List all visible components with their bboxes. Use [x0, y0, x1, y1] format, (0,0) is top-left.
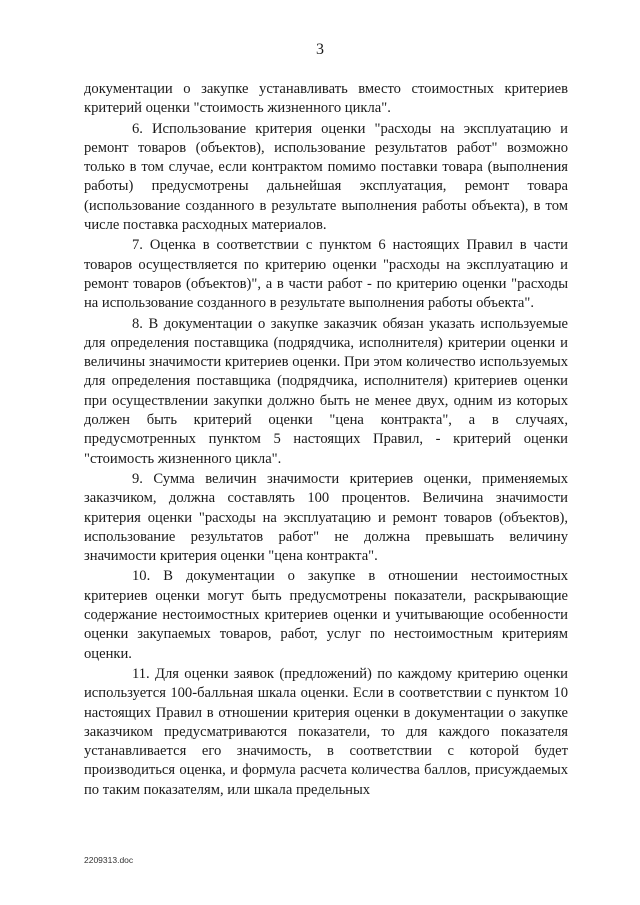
footer-filename: 2209313.doc	[84, 855, 134, 865]
paragraph-7: 7. Оценка в соответствии с пунктом 6 настоящих Правил в части товаров осуществляется по критерию оценки "расходы на эксплуатацию и ремонт товаров (объектов)", а в части работ - по критерию оценки "расходы на использование созданного в результате выполнения работы объекта".	[84, 237, 568, 312]
paragraph-10: 10. В документации о закупке в отношении нестоимостных критериев оценки могут быть предусмотрены показатели, раскрывающие содержание нестоимостных критериев оценки и учитывающие особенности оценки закупаемых товаров, работ, услуг по нестоимостным критериям оценки.	[84, 568, 568, 662]
paragraph-continuation: документации о закупке устанавливать вместо стоимостных критериев критерий оценки "стоимость жизненного цикла".	[84, 81, 568, 117]
paragraph-6: 6. Использование критерия оценки "расходы на эксплуатацию и ремонт товаров (объектов), использование результатов работ" возможно только в том случае, если контрактом помимо поставки товара (выполнения работы) предусмотрены дальнейшая эксплуатация, ремонт товара (использование созданного в результате выполнения работы объекта), в том числе поставка расходных материалов.	[84, 120, 568, 234]
paragraph-8: 8. В документации о закупке заказчик обязан указать используемые для определения поставщика (подрядчика, исполнителя) критерии оценки и величины значимости критериев оценки. При этом количество используемых для определения поставщика (подрядчика, исполнителя) критериев оценки при осуществлении закупки должно быть не менее двух, одним из которых должен быть критерий оценки "цена контракта", а в случаях, предусмотренных пунктом 5 настоящих Правил, - критерий оценки "стоимость жизненного цикла".	[84, 315, 568, 467]
paragraph-9: 9. Сумма величин значимости критериев оценки, применяемых заказчиком, должна составлять 100 процентов. Величина значимости критерия оценки "расходы на эксплуатацию и ремонт товаров (объектов), использование результатов работ" не должна превышать величину значимости критерия оценки "цена контракта".	[84, 470, 568, 565]
page-number: 3	[316, 41, 324, 58]
document-body	[84, 80, 568, 800]
paragraph-11: 11. Для оценки заявок (предложений) по каждому критерию оценки используется 100-балльная шкала оценки. Если в соответствии с пунктом 10 настоящих Правил в отношении критерия оценки в документации о закупке заказчиком предусматриваются показатели, то для каждого показателя устанавливается его значимость, в соответствии с которой будет производиться оценка, и формула расчета количества баллов, присуждаемых по таким показателям, или шкала предельных	[84, 665, 568, 798]
